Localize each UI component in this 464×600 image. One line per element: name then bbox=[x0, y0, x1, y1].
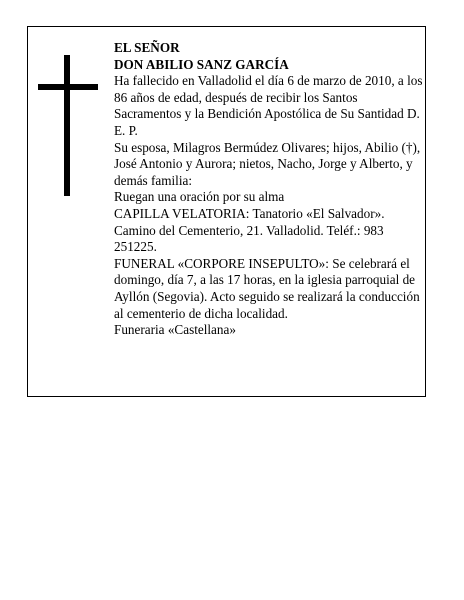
funeral-home: Funeraria «Castellana» bbox=[114, 322, 236, 338]
obituary-text bbox=[114, 40, 424, 339]
family-list: Su esposa, Milagros Bermúdez Olivares; hijos, Abilio (†), José Antonio y Aurora; nietos, Nacho, Jorge y Alberto, y demás familia: bbox=[114, 139, 421, 188]
notice-title: EL SEÑOR bbox=[114, 40, 180, 55]
chapel-info: CAPILLA VELATORIA: Tanatorio «El Salvador». Camino del Cementerio, 21. Valladolid. Teléf.: 983 251225. bbox=[114, 205, 385, 255]
funeral-info: FUNERAL «CORPORE INSEPULTO»: Se celebrará el domingo, día 7, a las 17 horas, en la iglesia parroquial de Ayllón (Segovia). Acto seguido se realizará la conducción al cementerio de dicha localidad. bbox=[114, 255, 420, 321]
prayer-request: Ruegan una oración por su alma bbox=[114, 189, 285, 205]
deceased-name: DON ABILIO SANZ GARCÍA bbox=[114, 56, 289, 72]
death-announcement: Ha fallecido en Valladolid el día 6 de marzo de 2010, a los 86 años de edad, después de recibir los Santos Sacramentos y la Bendición Apostólica de Su Santidad D. E. P. bbox=[114, 73, 423, 138]
cross-vertical-bar bbox=[64, 55, 70, 196]
cross-icon bbox=[38, 55, 98, 196]
cross-horizontal-bar bbox=[38, 84, 98, 90]
